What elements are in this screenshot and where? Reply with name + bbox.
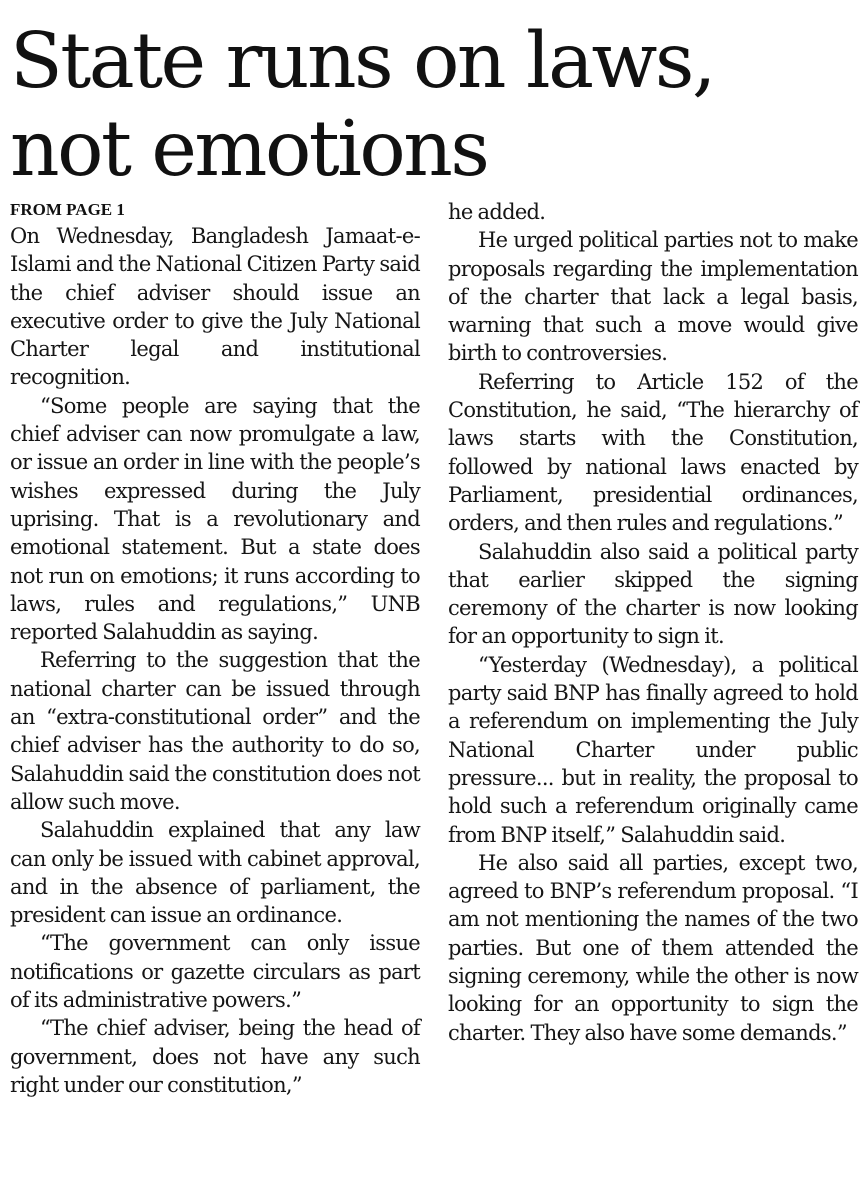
headline-line-1: State runs on laws, [10, 17, 714, 106]
paragraph: Referring to the suggestion that the national charter can be issued through an “extra-constitutional order” and the chief adviser has the authority to do so, Salahuddin said the constitution does not allow such move. [10, 648, 420, 814]
paragraph: “Yesterday (Wednesday), a political party said BNP has finally agreed to hold a referendum on implementing the July National Charter under public pressure... but in reality, the proposal to hold such a referendum originally came from BNP itself,” Salahuddin said. [448, 652, 858, 847]
article-column-left [10, 198, 420, 1099]
paragraph: “Some people are saying that the chief adviser can now promulgate a law, or issue an order in line with the people’s wishes expressed during the July uprising. That is a revolutionary and emotional statement. But a state does not run on emotions; it runs according to laws, rules and regulations,” UNB reported Salahuddin as saying. [10, 393, 420, 645]
paragraph: He also said all parties, except two, agreed to BNP’s referendum proposal. “I am not mentioning the names of the two parties. But one of them attended the signing ceremony, while the other is now looking for an opportunity to sign the charter. They also have some demands.” [448, 850, 858, 1045]
headline-line-2: not emotions [10, 105, 488, 194]
paragraph: “The government can only issue notifications or gazette circulars as part of its administrative powers.” [10, 931, 420, 1013]
paragraph: Referring to Article 152 of the Constitution, he said, “The hierarchy of laws starts with the Constitution, followed by national laws enacted by Parliament, presidential ordinances, orders, and then rules and regulations.” [448, 369, 858, 536]
paragraph: He urged political parties not to make proposals regarding the implementation of the charter that lack a legal basis, warning that such a move would give birth to controversies. [448, 228, 858, 366]
article-column-right [448, 198, 858, 1047]
kicker-from-page-1: FROM PAGE 1 [10, 200, 125, 219]
paragraph: On Wednesday, Bangladesh Jamaat-e-Islami and the National Citizen Party said the chief adviser should issue an executive order to give the July National Charter legal and institutional recognition. [10, 224, 420, 390]
paragraph: “The chief adviser, being the head of government, does not have any such right under our constitution,” [10, 1016, 420, 1097]
paragraph: Salahuddin also said a political party that earlier skipped the signing ceremony of the charter is now looking for an opportunity to sign it. [448, 539, 858, 649]
headline [10, 18, 860, 194]
paragraph: Salahuddin explained that any law can only be issued with cabinet approval, and in the absence of parliament, the president can issue an ordinance. [10, 818, 420, 928]
paragraph-continuation: he added. [448, 200, 546, 224]
